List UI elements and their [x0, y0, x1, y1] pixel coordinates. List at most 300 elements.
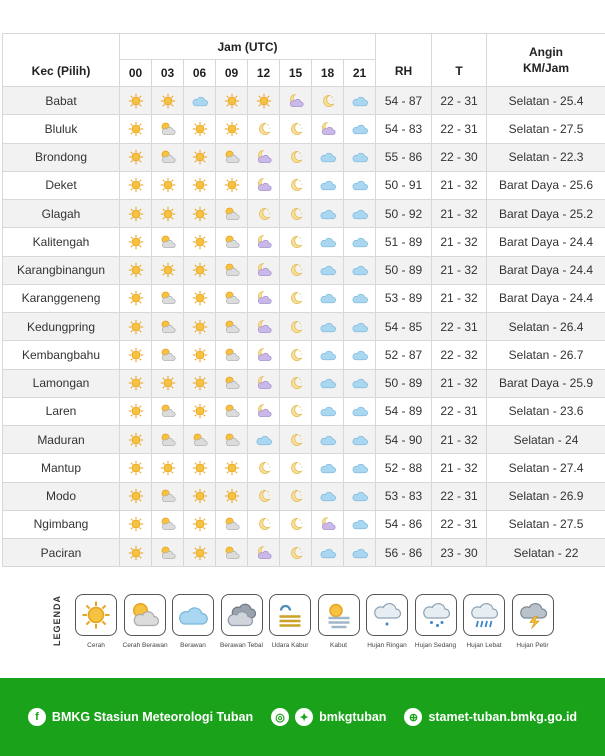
hour-header: 21 [344, 60, 376, 87]
footer-social[interactable] [271, 708, 386, 726]
t-value: 21 - 32 [432, 284, 487, 312]
cloud-icon [351, 488, 369, 504]
angin-value: Selatan - 27.4 [487, 454, 605, 482]
legend-item [74, 594, 118, 649]
cloud-icon [319, 432, 337, 448]
legend-label: Hujan Ringan [367, 642, 407, 649]
thunder-icon [512, 594, 554, 636]
weather-cell [120, 313, 152, 341]
legend-label: Kabut [330, 642, 347, 649]
weather-cell [152, 482, 184, 510]
sun-icon [127, 347, 145, 363]
weather-cell [184, 143, 216, 171]
cloud-icon [351, 516, 369, 532]
sun-icon [127, 149, 145, 165]
angin-value: Selatan - 22 [487, 539, 605, 567]
sun-icon [127, 177, 145, 193]
weather-cell [280, 256, 312, 284]
kecamatan-name[interactable]: Paciran [3, 539, 120, 567]
moon-cloud-icon [255, 545, 273, 561]
table-row [3, 313, 605, 341]
sun-icon [127, 93, 145, 109]
weather-cell [216, 143, 248, 171]
legend-label: Berawan Tebal [220, 642, 263, 649]
weather-cell [216, 539, 248, 567]
cloud-icon [351, 290, 369, 306]
legend-item [220, 594, 264, 649]
sun-cloud-icon [223, 149, 241, 165]
weather-cell [152, 454, 184, 482]
rain-medium-icon [415, 594, 457, 636]
angin-value: Selatan - 23.6 [487, 397, 605, 425]
weather-cell [184, 228, 216, 256]
weather-cell [344, 313, 376, 341]
weather-cell [344, 87, 376, 115]
rh-value: 54 - 86 [376, 510, 432, 538]
weather-cell [312, 228, 344, 256]
weather-cell [312, 87, 344, 115]
weather-cell [184, 454, 216, 482]
rh-value: 50 - 89 [376, 256, 432, 284]
weather-cell [248, 228, 280, 256]
cloud-icon [319, 545, 337, 561]
legend-title: LEGENDA [52, 594, 62, 646]
cloud-icon [351, 149, 369, 165]
sun-icon [127, 432, 145, 448]
weather-cell [280, 171, 312, 199]
moon-cloud-icon [255, 290, 273, 306]
weather-cell [344, 397, 376, 425]
weather-cell [312, 539, 344, 567]
cloud-icon [351, 234, 369, 250]
sun-cloud-icon [159, 347, 177, 363]
moon-icon [287, 460, 305, 476]
weather-cell [120, 454, 152, 482]
weather-cell [344, 256, 376, 284]
moon-icon [287, 403, 305, 419]
weather-cell [216, 200, 248, 228]
moon-cloud-icon [255, 347, 273, 363]
header-jam: Jam (UTC) [120, 34, 376, 60]
weather-cell [248, 369, 280, 397]
weather-cell [120, 341, 152, 369]
sun-icon [159, 93, 177, 109]
weather-cell [216, 369, 248, 397]
footer-facebook[interactable] [28, 708, 253, 726]
weather-cell [312, 341, 344, 369]
moon-cloud-icon [255, 375, 273, 391]
sun-icon [223, 93, 241, 109]
footer-facebook-label: BMKG Stasiun Meteorologi Tuban [51, 710, 254, 724]
sun-cloud-icon [159, 319, 177, 335]
kecamatan-name[interactable]: Lamongan [3, 369, 120, 397]
angin-value: Barat Daya - 25.2 [487, 200, 605, 228]
moon-cloud-icon [255, 262, 273, 278]
weather-cell [120, 228, 152, 256]
kecamatan-name[interactable]: Modo [3, 482, 120, 510]
weather-cell [344, 284, 376, 312]
kecamatan-name[interactable]: Karanggeneng [3, 284, 120, 312]
weather-cell [216, 454, 248, 482]
angin-value: Barat Daya - 24.4 [487, 228, 605, 256]
header-angin-line1: Angin [529, 45, 564, 59]
kecamatan-name[interactable]: Kembangbahu [3, 341, 120, 369]
moon-cloud-icon [255, 234, 273, 250]
footer [0, 678, 605, 756]
hour-header: 09 [216, 60, 248, 87]
weather-cell [152, 115, 184, 143]
t-value: 23 - 30 [432, 539, 487, 567]
legend-label: Hujan Petir [516, 642, 549, 649]
weather-cell [120, 539, 152, 567]
kecamatan-name[interactable]: Mantup [3, 454, 120, 482]
weather-cell [248, 256, 280, 284]
cloud-icon [319, 177, 337, 193]
cloud-icon [351, 545, 369, 561]
moon-cloud-icon [319, 121, 337, 137]
weather-cell [152, 510, 184, 538]
kecamatan-name[interactable]: Karangbinangun [3, 256, 120, 284]
weather-cell [344, 171, 376, 199]
kecamatan-name[interactable]: Babat [3, 87, 120, 115]
weather-cell [184, 256, 216, 284]
sun-cloud-icon [223, 403, 241, 419]
weather-cell [184, 510, 216, 538]
weather-cell [120, 87, 152, 115]
sun-cloud-icon [223, 234, 241, 250]
weather-cell [184, 200, 216, 228]
weather-cell [248, 510, 280, 538]
angin-value: Barat Daya - 25.9 [487, 369, 605, 397]
sun-cloud-icon [191, 432, 209, 448]
sun-cloud-icon [159, 149, 177, 165]
angin-value: Selatan - 26.9 [487, 482, 605, 510]
weather-cell [216, 426, 248, 454]
weather-cell [152, 426, 184, 454]
weather-cell [280, 426, 312, 454]
rh-value: 52 - 88 [376, 454, 432, 482]
weather-cell [216, 228, 248, 256]
rh-value: 54 - 87 [376, 87, 432, 115]
kecamatan-name[interactable]: Ngimbang [3, 510, 120, 538]
moon-icon [287, 206, 305, 222]
angin-value: Selatan - 26.7 [487, 341, 605, 369]
table-row [3, 200, 605, 228]
weather-cell [120, 256, 152, 284]
kecamatan-name[interactable]: Brondong [3, 143, 120, 171]
weather-cell [152, 200, 184, 228]
weather-cell [280, 200, 312, 228]
weather-cell [216, 256, 248, 284]
sun-icon [127, 234, 145, 250]
weather-cell [184, 369, 216, 397]
t-value: 21 - 32 [432, 228, 487, 256]
footer-website[interactable] [404, 708, 577, 726]
kecamatan-name[interactable]: Maduran [3, 426, 120, 454]
sun-icon [191, 460, 209, 476]
weather-cell [344, 200, 376, 228]
rh-value: 50 - 91 [376, 171, 432, 199]
table-row [3, 369, 605, 397]
rain-light-icon [366, 594, 408, 636]
sun-icon [191, 403, 209, 419]
cloud-icon [351, 375, 369, 391]
moon-icon [255, 516, 273, 532]
weather-cell [344, 143, 376, 171]
sun-icon [191, 545, 209, 561]
cloud-icon [319, 319, 337, 335]
weather-cell [216, 284, 248, 312]
header-angin-line2: KM/Jam [523, 61, 570, 75]
weather-cell [344, 426, 376, 454]
cloud-icon [191, 93, 209, 109]
angin-value: Barat Daya - 25.6 [487, 171, 605, 199]
rh-value: 55 - 86 [376, 143, 432, 171]
weather-cell [184, 341, 216, 369]
table-row [3, 284, 605, 312]
sun-icon [223, 460, 241, 476]
moon-cloud-icon [287, 93, 305, 109]
rh-value: 53 - 89 [376, 284, 432, 312]
sun-cloud-icon [223, 319, 241, 335]
weather-cell [312, 313, 344, 341]
cloud-icon [351, 121, 369, 137]
kecamatan-name[interactable]: Kedungpring [3, 313, 120, 341]
angin-value: Barat Daya - 24.4 [487, 256, 605, 284]
rh-value: 54 - 89 [376, 397, 432, 425]
weather-cell [216, 482, 248, 510]
sun-icon [127, 516, 145, 532]
legend-label: Cerah Berawan [122, 642, 168, 649]
moon-icon [255, 121, 273, 137]
moon-icon [255, 460, 273, 476]
moon-icon [287, 319, 305, 335]
moon-icon [255, 206, 273, 222]
sun-icon [191, 234, 209, 250]
weather-cell [248, 115, 280, 143]
weather-cell [280, 115, 312, 143]
weather-cell [312, 256, 344, 284]
cloud-icon [319, 488, 337, 504]
weather-cell [216, 397, 248, 425]
sun-cloud-icon [124, 594, 166, 636]
rh-value: 50 - 89 [376, 369, 432, 397]
angin-value: Selatan - 24 [487, 426, 605, 454]
sun-cloud-icon [223, 206, 241, 222]
weather-cell [120, 143, 152, 171]
weather-cell [312, 454, 344, 482]
cloud-icon [351, 177, 369, 193]
hour-header: 00 [120, 60, 152, 87]
weather-cell [312, 115, 344, 143]
weather-cell [312, 171, 344, 199]
kecamatan-name[interactable]: Bluluk [3, 115, 120, 143]
t-value: 22 - 31 [432, 510, 487, 538]
sun-cloud-icon [223, 262, 241, 278]
angin-value: Selatan - 26.4 [487, 313, 605, 341]
weather-cell [216, 341, 248, 369]
header-kec[interactable]: Kec (Pilih) [3, 34, 120, 87]
haze-icon [269, 594, 311, 636]
cloud-icon [319, 460, 337, 476]
weather-cell [312, 200, 344, 228]
t-value: 22 - 32 [432, 341, 487, 369]
fog-icon [318, 594, 360, 636]
legend-item [365, 594, 409, 649]
hour-header: 15 [280, 60, 312, 87]
weather-cell [184, 284, 216, 312]
sun-icon [127, 206, 145, 222]
weather-cell [280, 87, 312, 115]
t-value: 22 - 31 [432, 482, 487, 510]
weather-cell [120, 200, 152, 228]
cloud-icon [255, 432, 273, 448]
table-row [3, 228, 605, 256]
sun-icon [159, 177, 177, 193]
cloud-icon [351, 93, 369, 109]
legend-label: Udara Kabur [271, 642, 309, 649]
sun-cloud-icon [159, 121, 177, 137]
sun-icon [127, 262, 145, 278]
table-row [3, 256, 605, 284]
legend-item [462, 594, 506, 649]
moon-icon [287, 149, 305, 165]
sun-cloud-icon [159, 545, 177, 561]
kecamatan-name[interactable]: Glagah [3, 200, 120, 228]
weather-cell [152, 143, 184, 171]
weather-cell [152, 87, 184, 115]
weather-cell [344, 369, 376, 397]
weather-cell [248, 539, 280, 567]
hour-header: 12 [248, 60, 280, 87]
moon-cloud-icon [255, 149, 273, 165]
weather-cell [248, 143, 280, 171]
weather-cell [312, 510, 344, 538]
angin-value: Selatan - 27.5 [487, 115, 605, 143]
weather-cell [248, 426, 280, 454]
legend-item [171, 594, 215, 649]
weather-cell [248, 454, 280, 482]
moon-cloud-icon [255, 319, 273, 335]
sun-icon [191, 177, 209, 193]
moon-cloud-icon [319, 516, 337, 532]
weather-cell [216, 115, 248, 143]
moon-cloud-icon [255, 177, 273, 193]
rain-heavy-icon [463, 594, 505, 636]
cloud-icon [351, 460, 369, 476]
sun-icon [127, 488, 145, 504]
sun-icon [255, 93, 273, 109]
legend-item [123, 594, 167, 649]
moon-icon [287, 545, 305, 561]
hour-header: 06 [184, 60, 216, 87]
sun-icon [191, 516, 209, 532]
weather-cell [344, 341, 376, 369]
weather-cell [280, 397, 312, 425]
weather-cell [152, 228, 184, 256]
weather-cell [344, 228, 376, 256]
weather-cell [280, 341, 312, 369]
cloud-icon [319, 206, 337, 222]
sun-cloud-icon [223, 432, 241, 448]
table-row [3, 341, 605, 369]
t-value: 21 - 32 [432, 369, 487, 397]
weather-cell [280, 143, 312, 171]
sun-icon [223, 121, 241, 137]
weather-cell [280, 454, 312, 482]
kecamatan-name[interactable]: Kalitengah [3, 228, 120, 256]
weather-cell [152, 539, 184, 567]
weather-cell [152, 284, 184, 312]
weather-cell [184, 171, 216, 199]
weather-cell [120, 171, 152, 199]
weather-cell [248, 397, 280, 425]
kecamatan-name[interactable]: Laren [3, 397, 120, 425]
sun-icon [127, 545, 145, 561]
weather-cell [312, 482, 344, 510]
cloud-icon [351, 347, 369, 363]
legend-item [268, 594, 312, 649]
weather-cell [280, 482, 312, 510]
sun-icon [159, 460, 177, 476]
weather-cell [152, 397, 184, 425]
t-value: 21 - 32 [432, 454, 487, 482]
weather-cell [184, 87, 216, 115]
weather-cell [120, 115, 152, 143]
weather-cell [216, 313, 248, 341]
moon-icon [319, 93, 337, 109]
weather-cell [344, 115, 376, 143]
weather-cell [248, 341, 280, 369]
forecast-table [2, 33, 605, 567]
rh-value: 54 - 90 [376, 426, 432, 454]
sun-cloud-icon [223, 290, 241, 306]
t-value: 22 - 31 [432, 87, 487, 115]
legend-label: Cerah [87, 642, 105, 649]
table-row [3, 143, 605, 171]
t-value: 21 - 32 [432, 171, 487, 199]
moon-icon [287, 432, 305, 448]
weather-cell [280, 539, 312, 567]
weather-cell [120, 426, 152, 454]
weather-cell [280, 510, 312, 538]
weather-cell [248, 313, 280, 341]
rh-value: 51 - 89 [376, 228, 432, 256]
legend-item [414, 594, 458, 649]
sun-icon [191, 488, 209, 504]
sun-icon [223, 488, 241, 504]
moon-icon [287, 488, 305, 504]
weather-cell [312, 369, 344, 397]
weather-cell [248, 87, 280, 115]
weather-cell [152, 256, 184, 284]
sun-cloud-icon [223, 545, 241, 561]
header-angin [487, 34, 605, 87]
rh-value: 54 - 85 [376, 313, 432, 341]
cloud-icon [319, 149, 337, 165]
kecamatan-name[interactable]: Deket [3, 171, 120, 199]
weather-cell [120, 510, 152, 538]
moon-icon [255, 488, 273, 504]
weather-cell [312, 143, 344, 171]
header-t: T [432, 34, 487, 87]
cloud-icon [351, 403, 369, 419]
angin-value: Barat Daya - 24.4 [487, 284, 605, 312]
rh-value: 50 - 92 [376, 200, 432, 228]
legend [44, 588, 564, 654]
rh-value: 54 - 83 [376, 115, 432, 143]
weather-cell [152, 171, 184, 199]
